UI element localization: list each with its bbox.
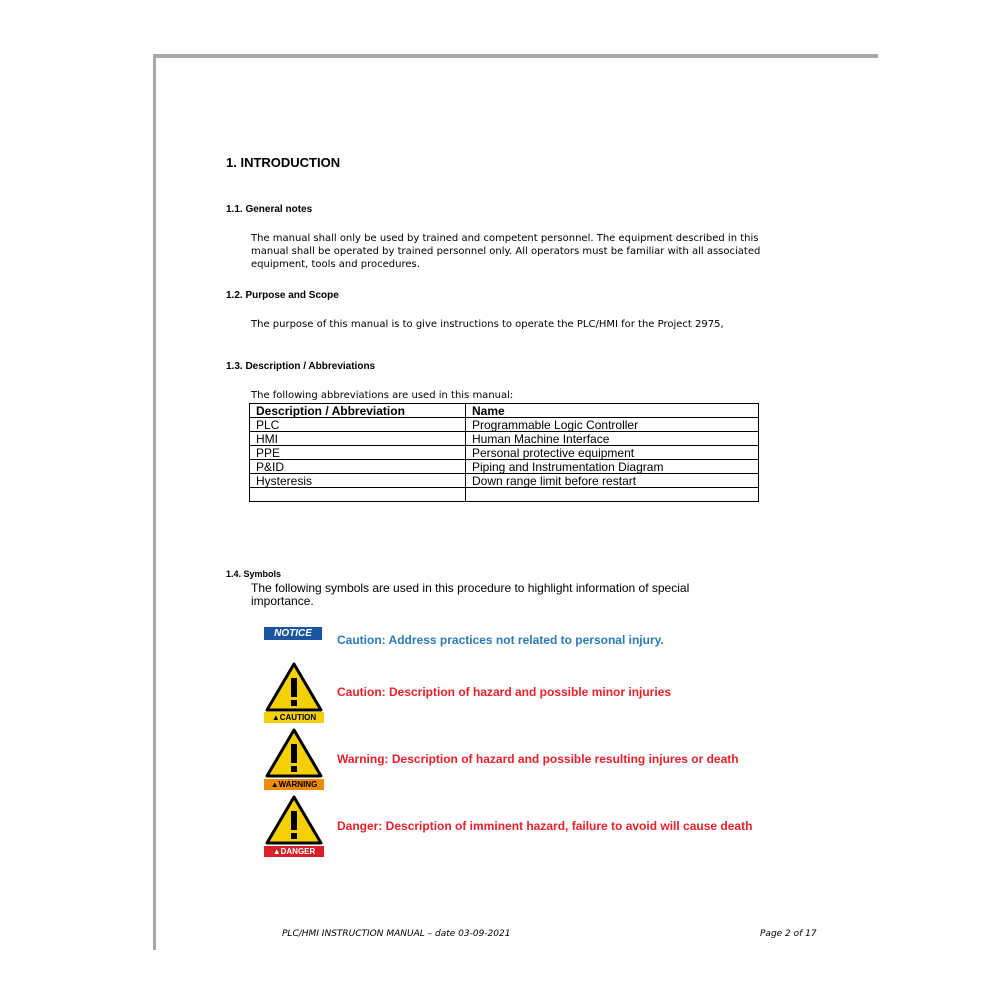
section-heading: 1. INTRODUCTION — [226, 155, 341, 170]
danger-text: Danger: Description of imminent hazard, failure to avoid will cause death — [337, 819, 753, 833]
table-cell: Down range limit before restart — [466, 474, 759, 488]
abbreviations-intro: The following abbreviations are used in this manual: — [251, 390, 514, 401]
page-top-border — [153, 54, 878, 58]
caution-label-text: CAUTION — [279, 713, 317, 722]
table-cell: Human Machine Interface — [466, 432, 759, 446]
table-cell: HMI — [250, 432, 466, 446]
notice-text: Caution: Address practices not related to personal injury. — [337, 633, 664, 647]
danger-triangle-icon — [265, 795, 323, 845]
danger-label-text: DANGER — [280, 847, 316, 856]
column-header: Description / Abbreviation — [250, 404, 466, 418]
table-row — [250, 432, 759, 446]
table-cell: Programmable Logic Controller — [466, 418, 759, 432]
table-row — [250, 460, 759, 474]
notice-badge: NOTICE — [264, 627, 322, 640]
table-row — [250, 446, 759, 460]
general-notes-line: manual shall be operated by trained personnel only. All operators must be familiar with all associated — [251, 246, 761, 257]
warning-triangle-icon — [265, 728, 323, 778]
general-notes-heading: 1.1. General notes — [226, 204, 313, 215]
footer-title: PLC/HMI INSTRUCTION MANUAL – date 03-09-2021 — [282, 929, 511, 939]
symbols-intro-line: importance. — [251, 594, 314, 608]
general-notes-line: The manual shall only be used by trained and competent personnel. The equipment described in this — [251, 233, 759, 244]
table-cell: Hysteresis — [250, 474, 466, 488]
table-row — [250, 418, 759, 432]
general-notes-line: equipment, tools and procedures. — [251, 259, 420, 270]
symbols-heading: 1.4. Symbols — [226, 569, 282, 579]
warning-label: ▲WARNING — [264, 779, 324, 790]
page-left-border — [153, 54, 156, 950]
caution-triangle-icon — [265, 662, 323, 712]
symbols-intro-line: The following symbols are used in this procedure to highlight information of special — [251, 581, 690, 595]
warning-label-text: WARNING — [278, 780, 318, 789]
caution-text: Caution: Description of hazard and possible minor injuries — [337, 685, 672, 699]
general-notes-text — [251, 232, 760, 271]
table-cell: PPE — [250, 446, 466, 460]
danger-label: ▲DANGER — [264, 846, 324, 857]
table-cell — [250, 488, 466, 502]
warning-text: Warning: Description of hazard and possible resulting injures or death — [337, 752, 739, 766]
abbreviations-table — [249, 403, 759, 502]
table-row — [250, 474, 759, 488]
column-header: Name — [466, 404, 759, 418]
table-cell: P&ID — [250, 460, 466, 474]
table-cell: PLC — [250, 418, 466, 432]
purpose-text: The purpose of this manual is to give instructions to operate the PLC/HMI for the Project 2975, — [251, 319, 724, 330]
page-number: Page 2 of 17 — [760, 929, 817, 939]
table-cell: Piping and Instrumentation Diagram — [466, 460, 759, 474]
table-cell: Personal protective equipment — [466, 446, 759, 460]
table-cell — [466, 488, 759, 502]
abbreviations-heading: 1.3. Description / Abbreviations — [226, 361, 376, 372]
caution-label: ▲CAUTION — [264, 712, 324, 723]
purpose-heading: 1.2. Purpose and Scope — [226, 290, 339, 301]
table-row — [250, 488, 759, 502]
table-header-row — [250, 404, 759, 418]
symbols-intro — [251, 582, 689, 608]
